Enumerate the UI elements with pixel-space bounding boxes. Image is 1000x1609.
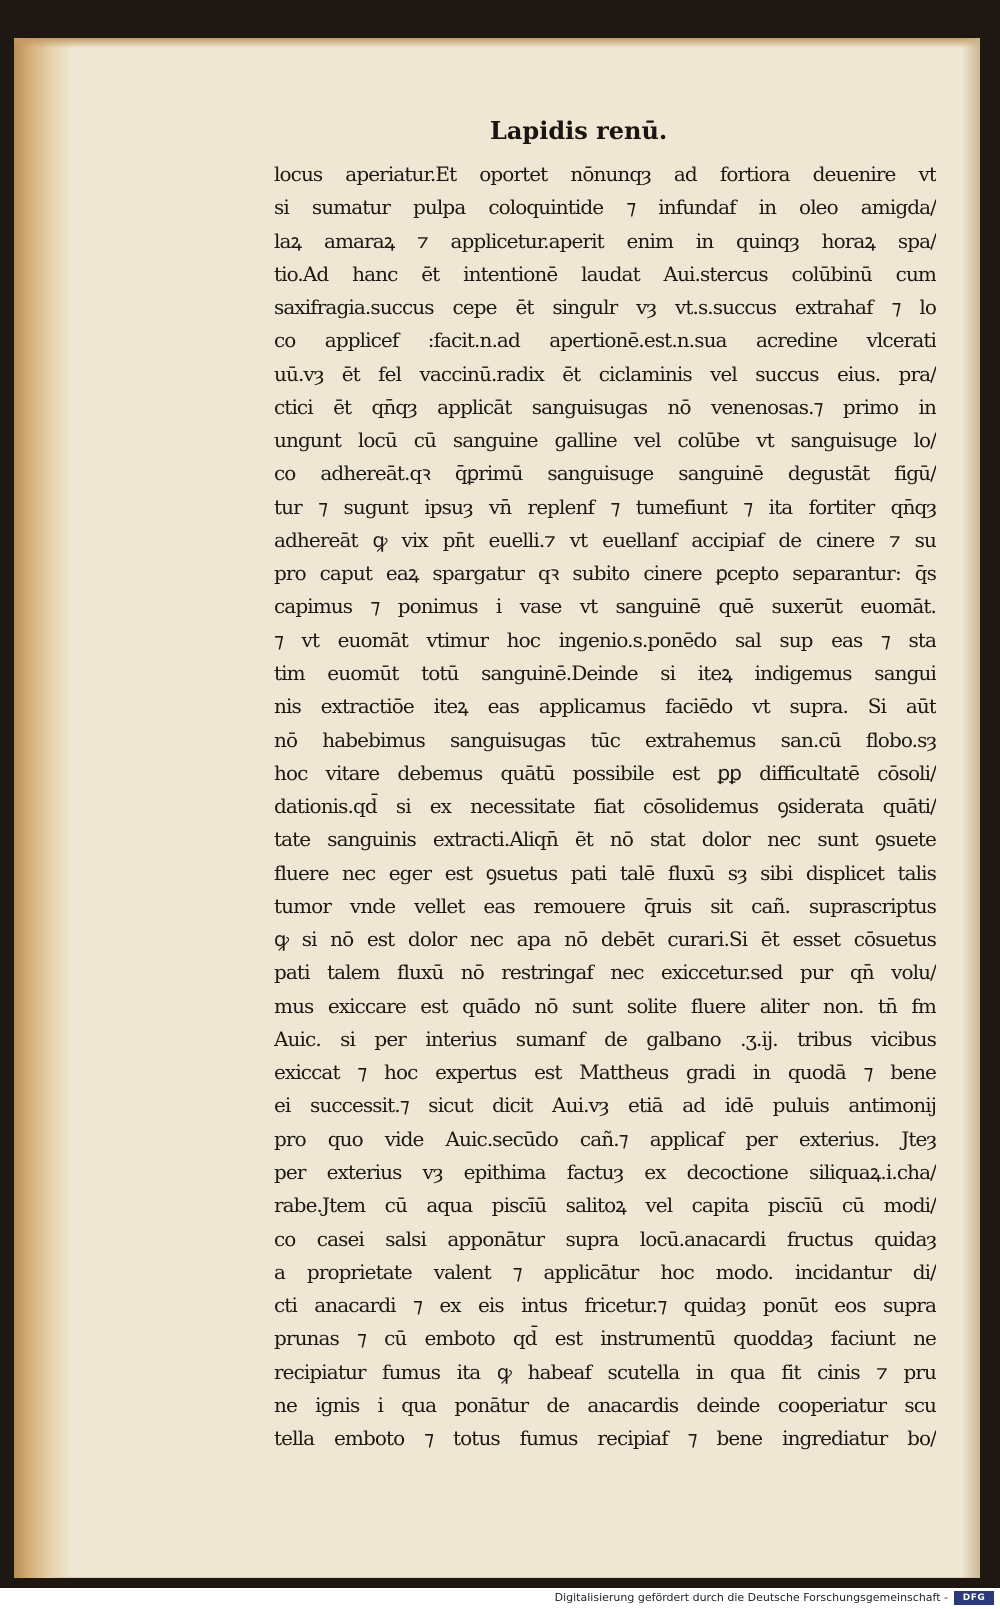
page-gutter-shadow xyxy=(14,38,72,1578)
text-line: ctici ēt qn̄qȝ applicāt sanguisugas nō venenosas.⁊ primo in xyxy=(274,394,936,419)
footer-bar xyxy=(0,1589,1000,1609)
text-line: dationis.qd̄ si ex necessitate fiat cōsolidemus ꝯsiderata quāti/ xyxy=(274,794,936,819)
text-line: ne ignis i qua ponātur de anacardis deinde cooperiatur scu xyxy=(274,1392,936,1417)
text-line: hoc vitare debemus quātū possibile est ꝑꝑ difficultatē cōsoli/ xyxy=(274,760,936,785)
text-line: tate sanguinis extracti.Aliqn̄ ēt nō stat dolor nec sunt ꝯsuete xyxy=(274,827,936,852)
text-line: nō habebimus sanguisugas tūc extrahemus san.cū flobo.sȝ xyxy=(274,727,936,752)
text-line: exiccat ⁊ hoc expertus est Mattheus gradi in quodā ⁊ bene xyxy=(274,1060,936,1085)
text-line: pro caput eaꝝ spargatur qꝛ subito cinere ꝑcepto separantur: q̄s xyxy=(274,561,936,586)
text-line: uū.vȝ ēt fel vaccinū.radix ēt ciclaminis vel succus eius. pra/ xyxy=(274,361,936,386)
text-line: prunas ⁊ cū emboto qd̄ est instrumentū quoddaȝ faciunt ne xyxy=(274,1326,936,1351)
text-line: co applicef :facit.n.ad apertionē.est.n.sua acredine vlcerati xyxy=(274,328,936,353)
text-line: si sumatur pulpa coloquintide ⁊ infundaf in oleo amigda/ xyxy=(274,195,936,220)
text-line: cti anacardi ⁊ ex eis intus fricetur.⁊ quidaȝ ponūt eos supra xyxy=(274,1293,936,1318)
text-line: tumor vnde vellet eas remouere q̄ruis sit cañ. suprascriptus xyxy=(274,893,936,918)
text-line: tio.Ad hanc ēt intentionē laudat Aui.stercus colūbinū cum xyxy=(274,261,936,286)
text-line: nis extractiōe iteꝝ eas applicamus faciēdo vt supra. Si aūt xyxy=(274,694,936,719)
text-line: recipiatur fumus ita ꝙ habeaf scutella in qua fit cinis ⁊ pru xyxy=(274,1359,936,1384)
text-line: mus exiccare est quādo nō sunt solite fluere aliter non. tn̄ fm xyxy=(274,993,936,1018)
text-line: rabe.Jtem cū aqua piscīū salitoꝝ vel capita piscīū cū modi/ xyxy=(274,1193,936,1218)
page-top-edge xyxy=(14,38,980,48)
text-line: locus aperiatur.Et oportet nōnunqȝ ad fortiora deuenire vt xyxy=(274,162,936,186)
text-line: Auic. si per interius sumanf de galbano .ʒ.ij. tribus vicibus xyxy=(274,1026,936,1051)
text-line: tur ⁊ sugunt ipsuȝ vn̄ replenf ⁊ tumefiunt ⁊ ita fortiter qn̄qȝ xyxy=(274,494,936,519)
footer-credit: Digitalisierung gefördert durch die Deutsche Forschungsgemeinschaft - xyxy=(554,1591,948,1604)
text-line: capimus ⁊ ponimus i vase vt sanguinē quē suxerūt euomāt. xyxy=(274,594,936,619)
text-line: co casei salsi apponātur supra locū.anacardi fructus quidaȝ xyxy=(274,1226,936,1251)
text-line: saxifragia.succus cepe ēt singulr vȝ vt.s.succus extrahaf ⁊ lo xyxy=(274,295,936,320)
text-line: per exterius vȝ epithima factuȝ ex decoctione siliquaꝝ.i.cha/ xyxy=(274,1159,936,1184)
text-block xyxy=(274,158,936,1455)
text-line: ⁊ vt euomāt vtimur hoc ingenio.s.ponēdo sal sup eas ⁊ sta xyxy=(274,627,936,652)
text-line: pro quo vide Auic.secūdo cañ.⁊ applicaf per exterius. Jteȝ xyxy=(274,1126,936,1151)
running-head: Lapidis renū. xyxy=(490,116,668,145)
text-line: a proprietate valent ⁊ applicātur hoc modo. incidantur di/ xyxy=(274,1259,936,1284)
text-line: adhereāt ꝙ vix pn̄t euelli.⁊ vt euellanf accipiaf de cinere ⁊ su xyxy=(274,527,936,552)
text-line: tim euomūt totū sanguinē.Deinde si iteꝝ indigemus sangui xyxy=(274,660,936,685)
page-right-edge xyxy=(962,38,980,1578)
text-line: co adhereāt.qꝛ q̄ꝑrimū sanguisuge sanguinē degustāt figū/ xyxy=(274,461,936,486)
text-line: ungunt locū cū sanguine galline vel colūbe vt sanguisuge lo/ xyxy=(274,428,936,453)
text-line: ei successit.⁊ sicut dicit Aui.vȝ etiā ad idē puluis antimonij xyxy=(274,1093,936,1118)
text-line: pati talem fluxū nō restringaf nec exiccetur.sed pur qn̄ volu/ xyxy=(274,960,936,985)
text-line: tella emboto ⁊ totus fumus recipiaf ⁊ bene ingrediatur bo/ xyxy=(274,1426,936,1451)
dfg-logo: DFG xyxy=(954,1591,994,1605)
text-line: laꝝ amaraꝝ ⁊ applicetur.aperit enim in quinqȝ horaꝝ spa/ xyxy=(274,228,936,253)
text-line: ꝙ si nō est dolor nec apa nō debēt curari.Si ēt esset cōsuetus xyxy=(274,927,936,952)
text-line: fluere nec eger est ꝯsuetus pati talē fluxū sȝ sibi displicet talis xyxy=(274,860,936,885)
